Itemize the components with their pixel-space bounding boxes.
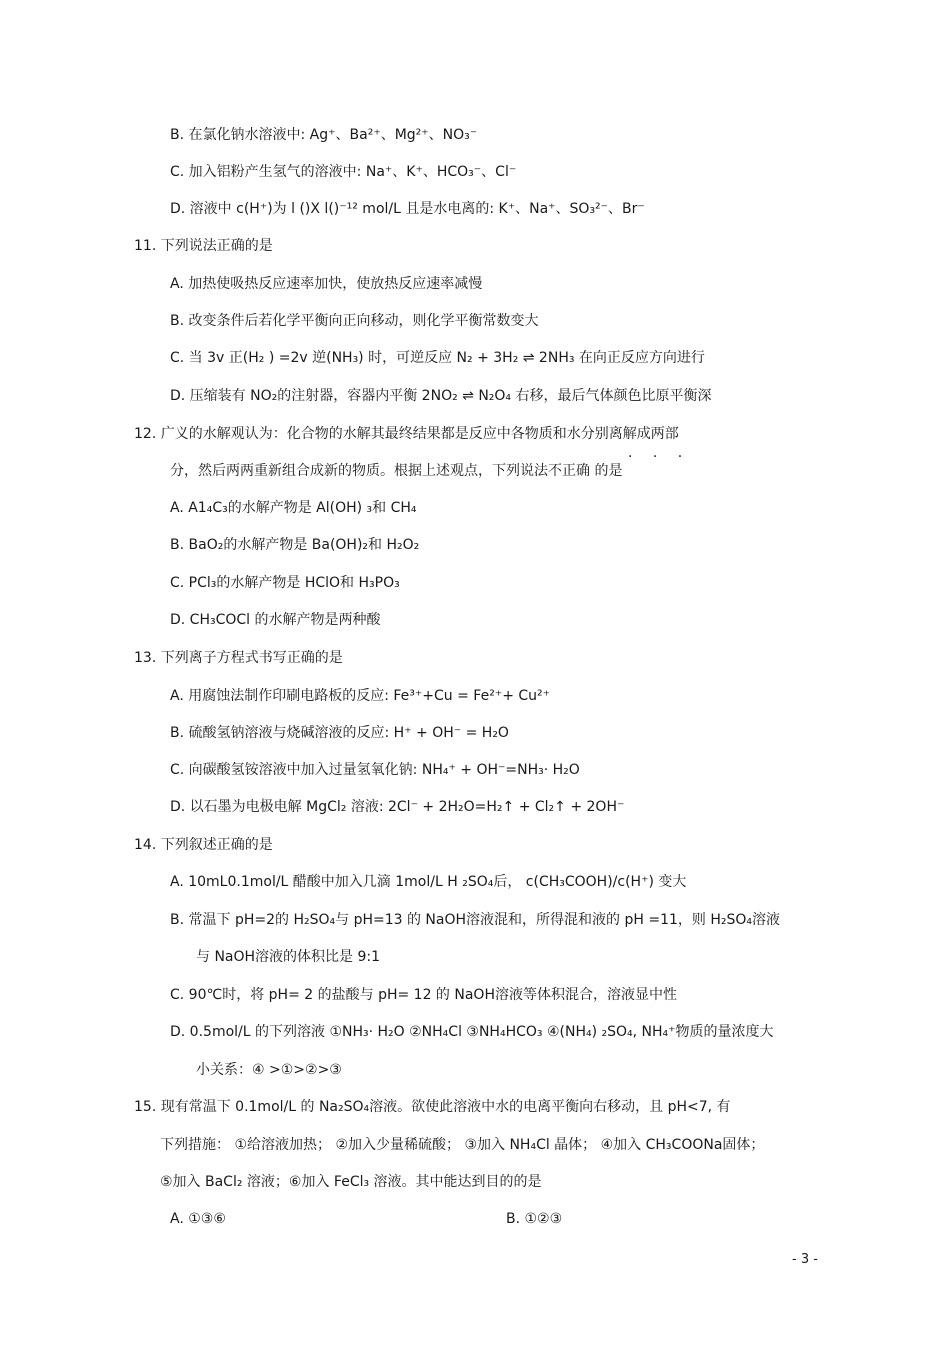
q15-option-b: B. ①②③ [506, 1211, 563, 1227]
q11-option-a: A. 加热使吸热反应速率加快，使放热反应速率减慢 [170, 276, 483, 292]
q12-option-b: B. BaO₂的水解产物是 Ba(OH)₂和 H₂O₂ [170, 537, 420, 553]
q14-stem: 14. 下列叙述正确的是 [134, 837, 273, 853]
q10-option-c: C. 加入铝粉产生氢气的溶液中: Na⁺、K⁺、HCO₃⁻、Cl⁻ [170, 164, 517, 180]
q13-option-c: C. 向碳酸氢铵溶液中加入过量氢氧化钠: NH₄⁺ + OH⁻=NH₃· H₂O [170, 762, 580, 778]
q10-option-d: D. 溶液中 c(H⁺)为 l ()X l()⁻¹² mol/L 且是水电离的: K⁺、Na⁺、SO₃²⁻、Br⁻ [170, 201, 645, 217]
q14-option-b: B. 常温下 pH=2的 H₂SO₄与 pH=13 的 NaOH溶液混和，所得混和液的 pH =11，则 H₂SO₄溶液 [170, 912, 780, 928]
q11-option-b: B. 改变条件后若化学平衡向正向移动，则化学平衡常数变大 [170, 313, 539, 329]
q15-option-a: A. ①③⑥ [170, 1211, 226, 1227]
q12-stem: 12. 广义的水解观认为：化合物的水解其最终结果都是反应中各物质和水分别离解成两部 [134, 426, 679, 442]
page-number: - 3 - [792, 1252, 818, 1267]
emphasis-dots: · · · [628, 449, 691, 465]
q12-option-a: A. A1₄C₃的水解产物是 Al(OH) ₃和 CH₄ [170, 500, 417, 516]
q14-option-d: D. 0.5mol/L 的下列溶液 ①NH₃· H₂O ②NH₄Cl ③NH₄HCO₃ ④(NH₄) ₂SO₄, NH₄⁺物质的量浓度大 [170, 1024, 774, 1040]
q11-option-c: C. 当 3v 正(H₂ ) =2v 逆(NH₃) 时，可逆反应 N₂ + 3H₂ ⇌ 2NH₃ 在向正反应方向进行 [170, 350, 705, 366]
q13-stem: 13. 下列离子方程式书写正确的是 [134, 650, 343, 666]
q11-stem: 11. 下列说法正确的是 [134, 238, 273, 254]
q12-option-d: D. CH₃COCl 的水解产物是两种酸 [170, 612, 381, 628]
q15-stem: 15. 现有常温下 0.1mol/L 的 Na₂SO₄溶液。欲使此溶液中水的电离平衡向右移动，且 pH<7, 有 [134, 1099, 731, 1115]
q15-stem-cont-1: 下列措施： ①给溶液加热； ②加入少量稀硫酸； ③加入 NH₄Cl 晶体； ④加入 CH₃COONa固体； [160, 1137, 765, 1153]
q12-option-c: C. PCl₃的水解产物是 HClO和 H₃PO₃ [170, 575, 400, 591]
q11-option-d: D. 压缩装有 NO₂的注射器，容器内平衡 2NO₂ ⇌ N₂O₄ 右移，最后气体颜色比原平衡深 [170, 388, 712, 404]
q12-stem-cont: 分，然后两两重新组合成新的物质。根据上述观点，下列说法不正确 的是 [170, 463, 623, 479]
q14-option-a: A. 10mL0.1mol/L 醋酸中加入几滴 1mol/L H ₂SO₄后， c(CH₃COOH)/c(H⁺) 变大 [170, 874, 687, 890]
q13-option-a: A. 用腐蚀法制作印刷电路板的反应: Fe³⁺+Cu = Fe²⁺+ Cu²⁺ [170, 688, 551, 704]
q13-option-b: B. 硫酸氢钠溶液与烧碱溶液的反应: H⁺ + OH⁻ = H₂O [170, 725, 509, 741]
q10-option-b: B. 在氯化钠水溶液中: Ag⁺、Ba²⁺、Mg²⁺、NO₃⁻ [170, 127, 478, 143]
q14-option-b-cont: 与 NaOH溶液的体积比是 9:1 [196, 949, 381, 965]
q13-option-d: D. 以石墨为电极电解 MgCl₂ 溶液: 2Cl⁻ + 2H₂O=H₂↑ + Cl₂↑ + 2OH⁻ [170, 799, 625, 815]
q14-option-c: C. 90℃时，将 pH= 2 的盐酸与 pH= 12 的 NaOH溶液等体积混合，溶液显中性 [170, 987, 677, 1003]
q14-option-d-cont: 小关系：④ >①>②>③ [196, 1062, 342, 1078]
q15-stem-cont-2: ⑤加入 BaCl₂ 溶液；⑥加入 FeCl₃ 溶液。其中能达到目的的是 [160, 1174, 542, 1190]
